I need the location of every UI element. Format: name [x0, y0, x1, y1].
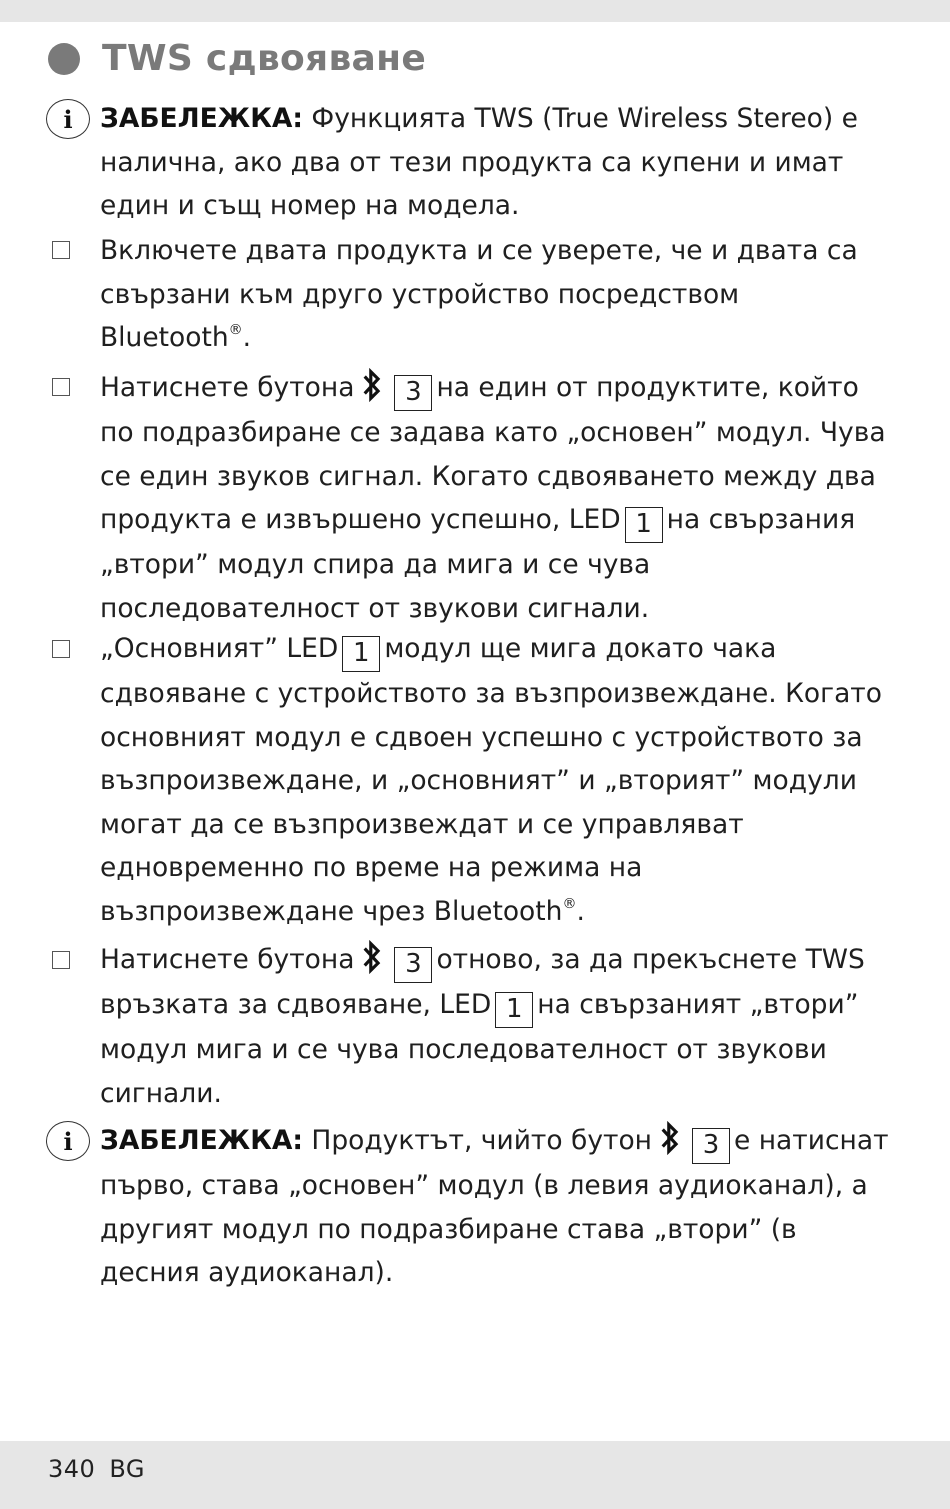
ref-label: 3 [692, 1128, 730, 1164]
checkbox-icon [52, 241, 70, 259]
step-text: на свързаният „втори” модул мига и се чува последователност от звукови сигнали. [100, 989, 859, 1109]
page-footer [48, 1455, 145, 1483]
note-label: ЗАБЕЛЕЖКА: [100, 103, 303, 134]
note-text: Продуктът, чийто бутон [302, 1125, 652, 1156]
step-text: Натиснете бутона [100, 372, 355, 403]
step-2 [100, 366, 890, 630]
checkbox-icon [52, 640, 70, 658]
info-icon: i [46, 1121, 90, 1161]
section-heading [48, 38, 426, 79]
step-text: „Основният” LED [100, 633, 339, 664]
section-title: TWS сдвояване [102, 38, 427, 79]
note-1 [100, 97, 890, 228]
step-end: . [242, 322, 252, 353]
page-number: 340 [48, 1455, 96, 1483]
checkbox-icon [52, 951, 70, 969]
bullet-dot-icon [48, 43, 80, 75]
step-1 [100, 229, 890, 360]
note-text: Функцията TWS (True Wireless Stereo) е налична, ако два от тези продукта са купени и имат един и същ номер на модела. [100, 103, 858, 221]
info-icon: i [46, 99, 90, 139]
step-text: модул ще мига докато чака сдвояване с устройството за възпроизвеждане. Когато основният модул е сдвоен успешно с устройството за възпроизвеждане, и „основният” и „вторият” модули могат да се възпроизвеждат и се управляват едновременно по време на режима на възпроизвеждане чрез Bluetooth [100, 633, 882, 927]
step-4 [100, 938, 890, 1115]
checkbox-icon [52, 378, 70, 396]
ref-label: 3 [394, 375, 432, 411]
step-text: отново, за да прекъснете TWS връзката за сдвояване, LED [100, 944, 865, 1020]
bluetooth-icon [358, 940, 386, 974]
step-3 [100, 627, 890, 933]
step-text: Включете двата продукта и се уверете, че и двата са свързани към друго устройство посредством Bluetooth [100, 235, 858, 353]
registered-mark: ® [562, 895, 577, 912]
note-text: е натиснат първо, става „основен” модул (в левия аудиоканал), а другият модул по подразбиране става „втори” (в десния аудиоканал). [100, 1125, 889, 1288]
registered-mark: ® [228, 322, 243, 338]
ref-label: 1 [495, 992, 533, 1028]
step-text: на свързания „втори” модул спира да мига и се чува последователност от звукови сигнали. [100, 504, 856, 624]
note-label: ЗАБЕЛЕЖКА: [100, 1125, 303, 1156]
note-2 [100, 1119, 890, 1295]
bluetooth-icon [656, 1121, 684, 1155]
ref-label: 1 [625, 507, 663, 543]
language-code: BG [109, 1455, 145, 1483]
ref-label: 1 [342, 636, 380, 672]
bluetooth-icon [358, 368, 386, 402]
step-text: на един от продуктите, който по подразбиране се задава като „основен” модул. Чува се един звуков сигнал. Когато сдвояването между два продукта е извършено успешно, LED [100, 372, 886, 535]
ref-label: 3 [394, 947, 432, 983]
top-band [0, 0, 950, 22]
step-text: Натиснете бутона [100, 944, 355, 975]
step-end: . [576, 895, 585, 927]
